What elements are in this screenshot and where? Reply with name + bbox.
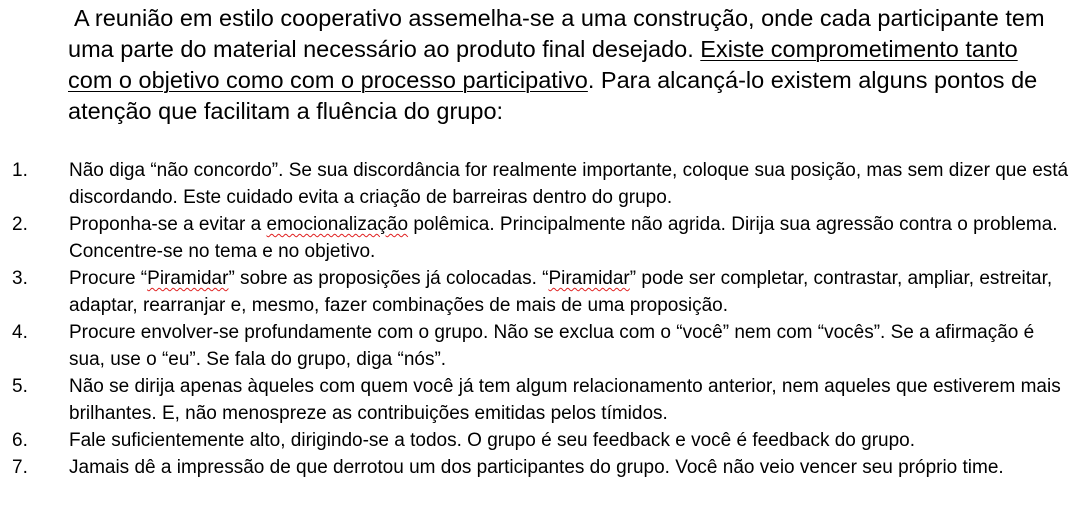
rule-number: 2. <box>12 214 28 235</box>
intro-text-part2: . Para alcançá-lo existem alguns pontos de atenção que facilitam a fluência do grupo: <box>68 67 1038 124</box>
rule-number: 5. <box>12 376 28 397</box>
rule-number: 4. <box>12 322 28 343</box>
rule-text-before: Proponha-se a evitar a <box>69 214 267 235</box>
rule-text: Fale suficientemente alto, dirigindo-se a todos. O grupo é seu feedback e você é feedback do grupo. <box>69 430 916 451</box>
rules-list <box>0 157 1070 481</box>
rule-item-5 <box>0 373 1070 427</box>
rule-item-6 <box>0 427 1070 454</box>
rule-text <box>69 265 1070 319</box>
rule-item-7 <box>0 454 1070 481</box>
intro-paragraph <box>68 3 1058 127</box>
rule-item-2 <box>0 211 1070 265</box>
rule-item-3 <box>0 265 1070 319</box>
rule-number: 1. <box>12 160 28 181</box>
rule-item-4 <box>0 319 1070 373</box>
rule-number: 3. <box>12 268 28 289</box>
rule-item-1 <box>0 157 1070 211</box>
rule-text-before: Procure “ <box>69 268 148 289</box>
rule-number: 7. <box>12 457 28 478</box>
rule-text: Procure envolver-se profundamente com o grupo. Não se exclua com o “você” nem com “vocês”. Se a afirmação é sua, use o “eu”. Se fala do grupo, diga “nós”. <box>69 322 1035 370</box>
rule-text-middle: ” sobre as proposições já colocadas. “ <box>228 268 549 289</box>
rule-text <box>69 211 1070 265</box>
rule-text-after: ” pode ser completar, contrastar, ampliar, estreitar, adaptar, rearranjar e, mesmo, fazer combinações de mais de uma proposição. <box>69 268 1053 316</box>
spellcheck-flagged-word[interactable]: Piramidar <box>548 268 630 289</box>
rule-text-after: polêmica. Principalmente não agrida. Dirija sua agressão contra o problema. Concentre-se no tema e no objetivo. <box>69 214 1058 262</box>
rule-text: Não se dirija apenas àqueles com quem você já tem algum relacionamento anterior, nem aqueles que estiverem mais brilhantes. E, não menospreze as contribuições emitidas pelos tímidos. <box>69 376 1061 424</box>
rule-text: Não diga “não concordo”. Se sua discordância for realmente importante, coloque sua posição, mas sem dizer que está discordando. Este cuidado evita a criação de barreiras dentro do grupo. <box>69 160 1069 208</box>
intro-underlined-text: Existe comprometimento tanto com o objetivo como com o processo participativo <box>68 36 1018 93</box>
rule-text: Jamais dê a impressão de que derrotou um dos participantes do grupo. Você não veio vencer seu próprio time. <box>69 457 1004 478</box>
rule-number: 6. <box>12 430 28 451</box>
spellcheck-flagged-word[interactable]: emocionalização <box>266 214 409 235</box>
intro-text-part1: A reunião em estilo cooperativo assemelha-se a uma construção, onde cada participante tem uma parte do material necessário ao produto final desejado. <box>68 5 1045 62</box>
spellcheck-flagged-word[interactable]: Piramidar <box>147 268 229 289</box>
